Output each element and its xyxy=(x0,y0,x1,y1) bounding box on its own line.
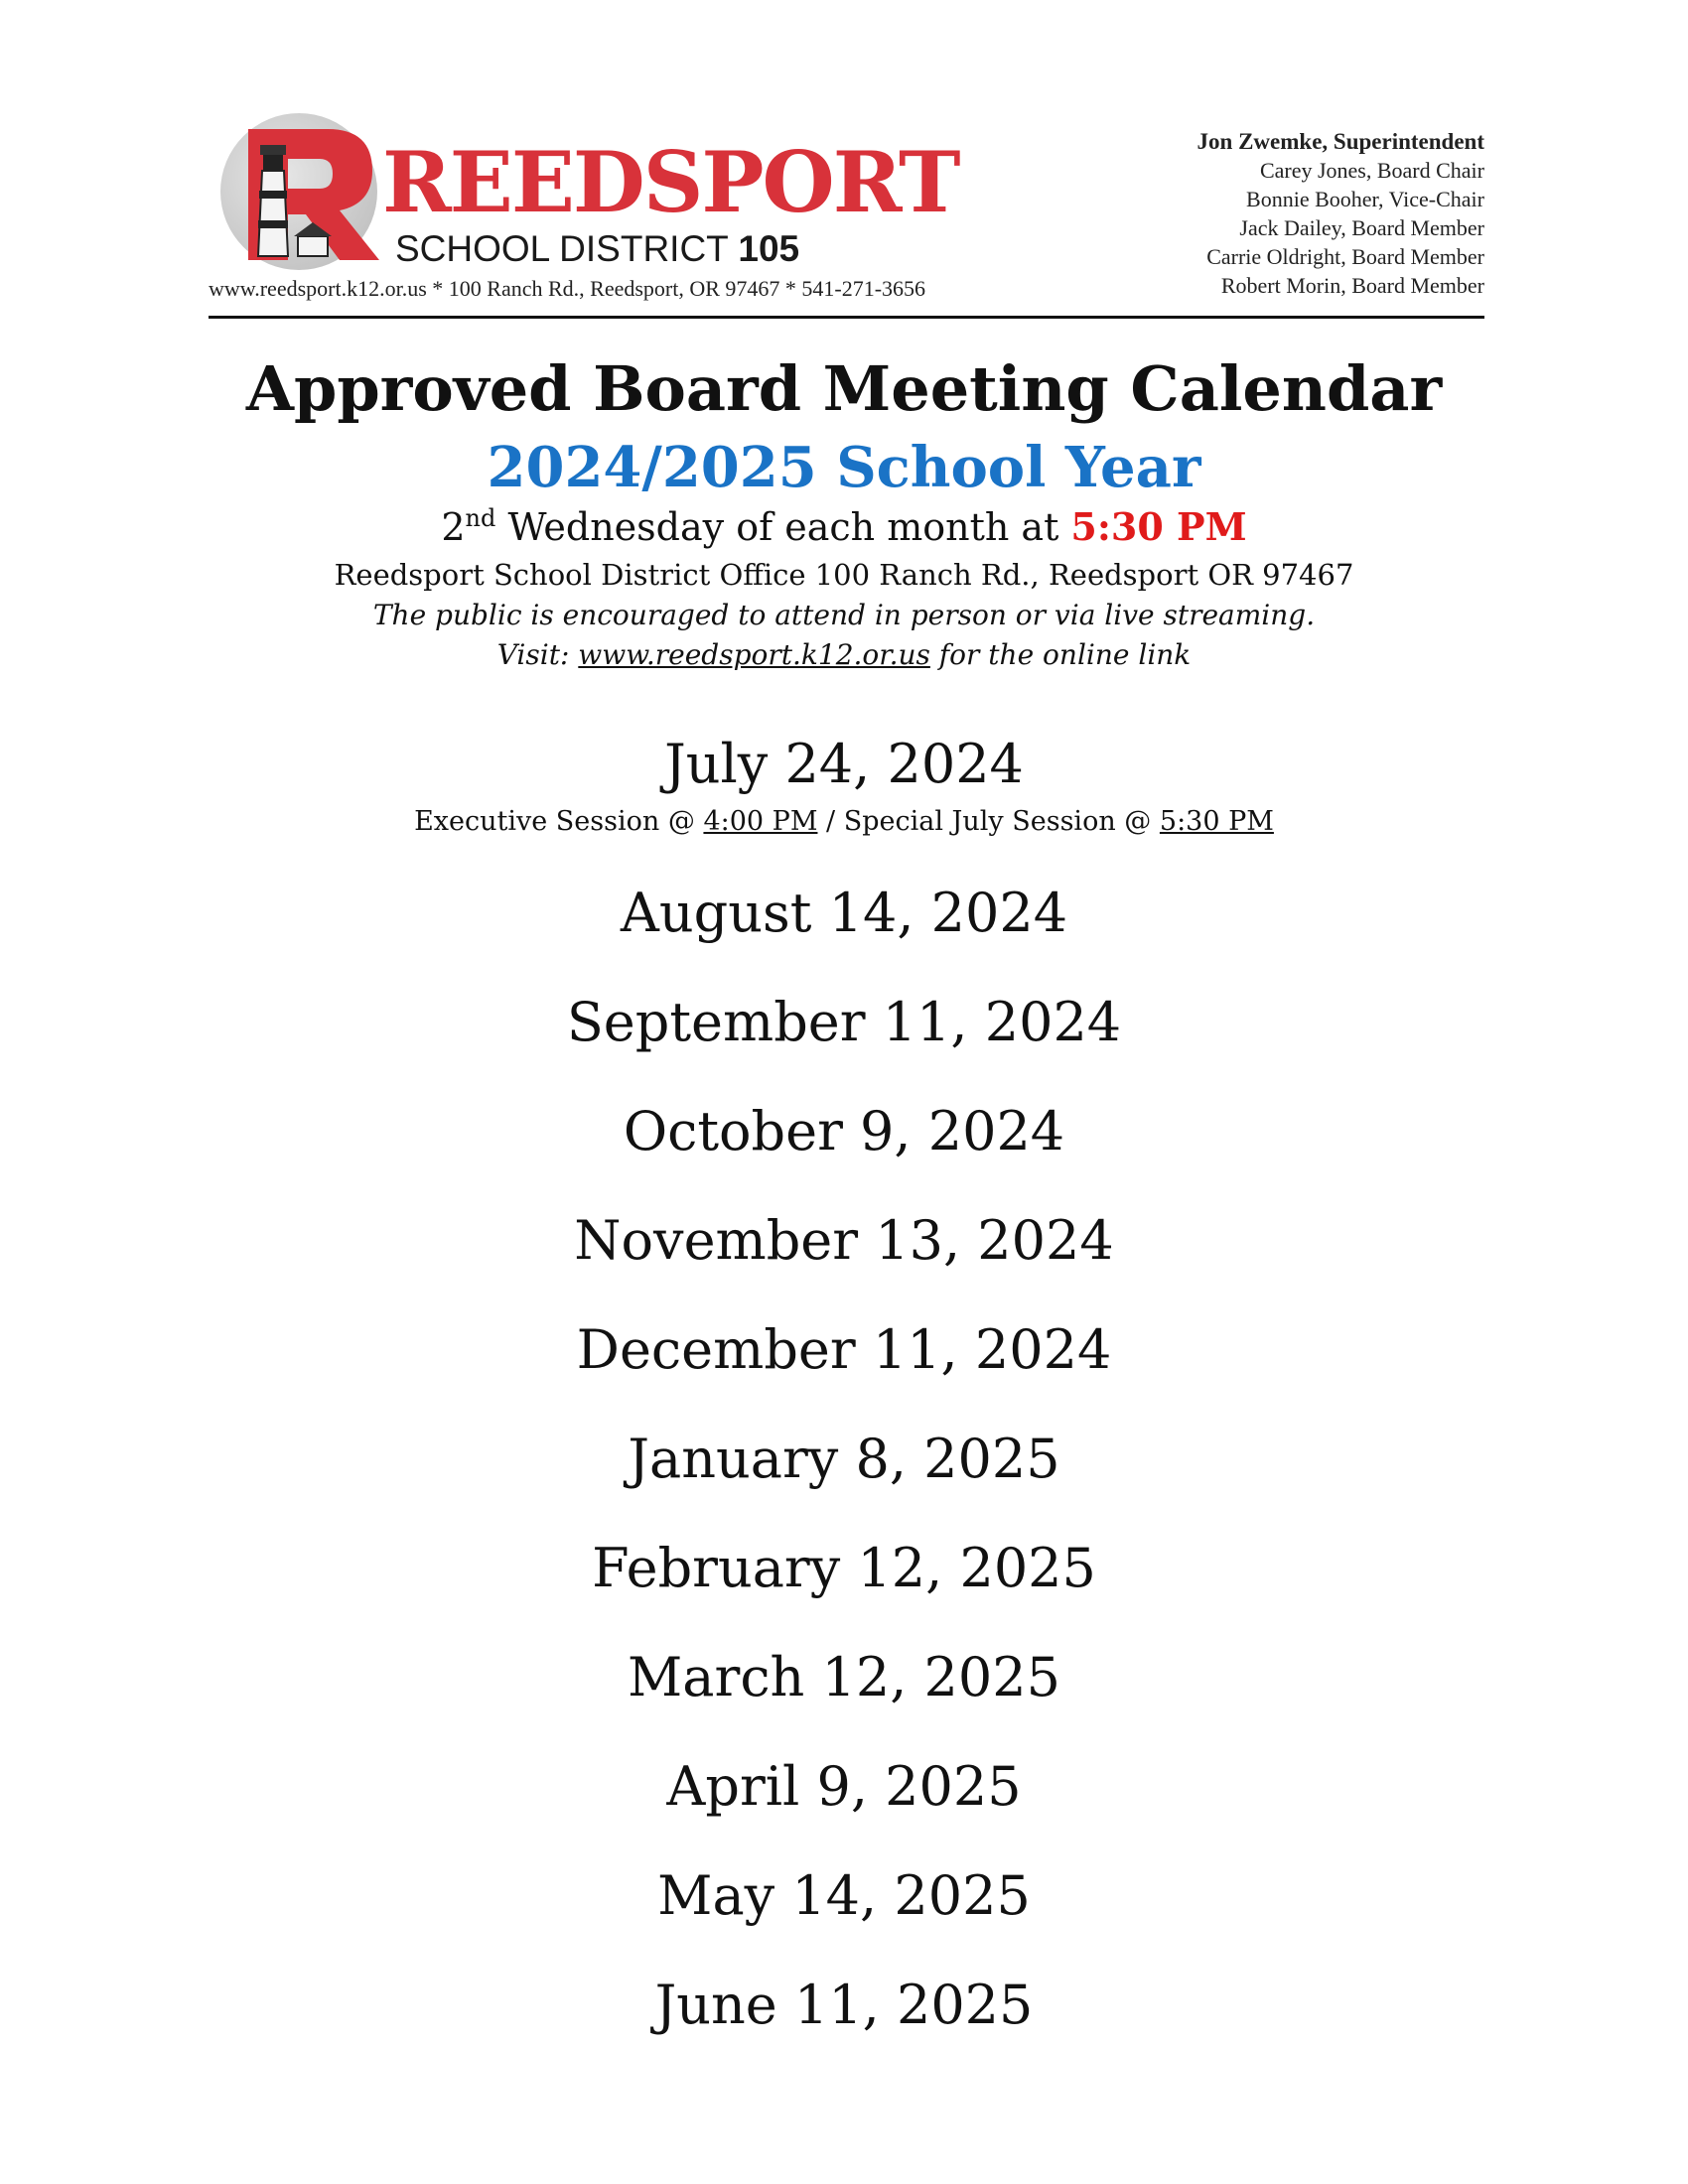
meeting-schedule xyxy=(0,504,1688,549)
logo-subtitle xyxy=(395,230,799,267)
board-member: Jack Dailey, Board Member xyxy=(1239,215,1484,240)
meeting-date: October 9, 2024 xyxy=(623,1100,1065,1162)
special-session-time: 5:30 PM xyxy=(1159,806,1274,837)
school-year: 2024/2025 School Year xyxy=(487,435,1201,500)
page-title: Approved Board Meeting Calendar xyxy=(245,352,1443,425)
meeting-date: December 11, 2024 xyxy=(576,1318,1112,1381)
public-note: The public is encouraged to attend in person or via live streaming. xyxy=(372,599,1316,631)
note-part-a: Executive Session @ xyxy=(414,806,704,837)
meeting-date: November 13, 2024 xyxy=(574,1209,1114,1272)
logo-sub-text: SCHOOL DISTRICT xyxy=(395,228,729,269)
header-divider xyxy=(209,316,1484,319)
meeting-date: April 9, 2025 xyxy=(666,1755,1022,1818)
letterhead xyxy=(209,109,1484,318)
board-member: Carrie Oldright, Board Member xyxy=(1206,244,1484,269)
superintendent: Jon Zwemke, Superintendent xyxy=(1196,129,1484,154)
meeting-date: July 24, 2024 xyxy=(664,733,1024,795)
board-member: Carey Jones, Board Chair xyxy=(1259,158,1484,183)
note-part-b: / Special July Session @ xyxy=(817,806,1160,837)
meeting-date: September 11, 2024 xyxy=(566,991,1122,1053)
lighthouse-icon xyxy=(209,109,407,278)
meeting-date: August 14, 2024 xyxy=(620,882,1068,944)
officers-list xyxy=(1197,127,1484,300)
meeting-date: May 14, 2025 xyxy=(657,1864,1031,1927)
schedule-text: Wednesday of each month at xyxy=(495,505,1071,549)
ordinal-suffix: nd xyxy=(465,504,496,532)
visit-prefix: Visit: xyxy=(496,638,579,671)
ordinal: 2 xyxy=(441,505,466,549)
meeting-note xyxy=(0,806,1688,837)
executive-time: 4:00 PM xyxy=(703,806,818,837)
board-member: Bonnie Booher, Vice-Chair xyxy=(1246,187,1484,211)
district-logo xyxy=(209,109,959,278)
meeting-date: March 12, 2025 xyxy=(628,1646,1060,1708)
logo-name: REEDSPORT xyxy=(382,133,959,231)
meeting-date: June 11, 2025 xyxy=(654,1974,1034,2036)
meeting-time: 5:30 PM xyxy=(1070,504,1247,549)
meeting-date: January 8, 2025 xyxy=(628,1428,1060,1490)
board-member: Robert Morin, Board Member xyxy=(1220,273,1484,298)
contact-line: www.reedsport.k12.or.us * 100 Ranch Rd., Reedsport, OR 97467 * 541-271-3656 xyxy=(209,276,926,301)
visit-suffix: for the online link xyxy=(929,638,1192,671)
visit-note xyxy=(0,638,1688,671)
meeting-address: Reedsport School District Office 100 Ranch Rd., Reedsport OR 97467 xyxy=(334,558,1354,592)
meeting-date: February 12, 2025 xyxy=(592,1537,1096,1599)
website-link[interactable]: www.reedsport.k12.or.us xyxy=(578,638,930,671)
logo-district-number: 105 xyxy=(738,228,800,269)
